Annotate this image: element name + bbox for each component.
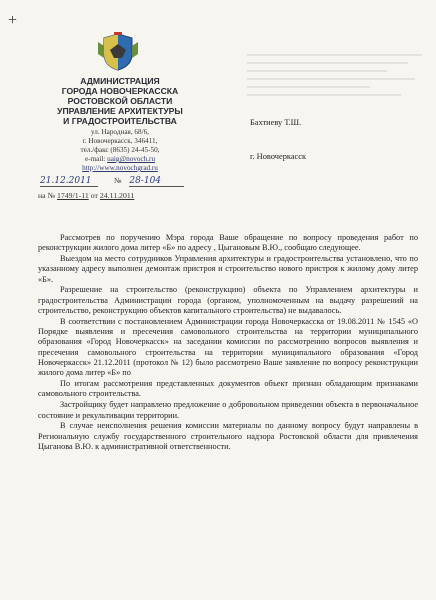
paragraph: По итогам рассмотрения представленных документов объект признан обладающим признаками самовольного строительства.	[38, 379, 418, 399]
address-website[interactable]: http://www.novochgrad.ru	[82, 164, 158, 172]
paragraph: Застройщику будет направлено предложение о добровольном приведении объекта в первоначальное состояние и рекультивации территории.	[38, 400, 418, 420]
paragraph: Рассмотрев по поручению Мэра города Ваше обращение по вопросу проведения работ по реконструкции жилого дома литер «Б» по адресу , Цыгановым В.Ю., сообщаю следующее.	[38, 233, 418, 253]
number-sign: №	[113, 176, 122, 185]
address-line: тел./факс (8635) 24-45-50,	[80, 146, 160, 154]
issuer-address	[40, 128, 200, 173]
issuer-line: РОСТОВСКОЙ ОБЛАСТИ	[67, 96, 173, 106]
incoming-reference: на № 1749/1-11 от 24.11.2011	[38, 191, 135, 200]
address-email[interactable]: e-mail: uaig@novoch.ru	[84, 155, 156, 163]
issuer-line: УПРАВЛЕНИЕ АРХИТЕКТУРЫ	[57, 106, 183, 116]
issuer-line: И ГРАДОСТРОИТЕЛЬСТВА	[63, 116, 177, 126]
handwritten-number: 28-104	[129, 176, 184, 187]
paragraph: Разрешение на строительство (реконструкцию) объекта по Управлением архитектуры и градостроительства Администрации города (органом, уполномоченным на выдачу разрешений на строительство, реконструкцию объектов капитального строительства) не выдавалось.	[38, 285, 418, 316]
address-line: г. Новочеркасск, 346411,	[82, 137, 158, 145]
paragraph: В соответствии с постановлением Администрации города Новочеркасска от 19.08.2011 № 1545 «О Порядке выявления и пресечения самовольного строительства на территории муниципального образования «Город Новочеркасск» на заседании комиссии по рассмотрению вопросов выявления и пресечения самовольного строительства на территории муниципального образования «Город Новочеркасск» 21.12.2011 (протокол № 12) было рассмотрено Ваше заявление по вопросу реконструкции жилого дома литер «Б» по	[38, 316, 418, 378]
recipient-name: Бахтиеву Т.Ш.	[250, 118, 302, 127]
issuer-line: ГОРОДА НОВОЧЕРКАССКА	[61, 86, 179, 96]
letter-body	[38, 233, 418, 452]
issuer-header	[40, 76, 200, 126]
paragraph: Выездом на место сотрудников Управления архитектуры и градостроительства установлено, что по указанному адресу выполнен демонтаж пристроя и строительство нового пристроя к жилому дому литер «Б».	[38, 254, 418, 284]
outgoing-registration	[40, 176, 240, 187]
issuer-line: АДМИНИСТРАЦИЯ	[80, 76, 160, 86]
address-line: ул. Народная, 68/6,	[91, 128, 149, 136]
bleed-through-text	[247, 48, 422, 102]
paragraph: В случае неисполнения решения комиссии материалы по данному вопросу будут направлены в Региональную службу государственного строительного надзора Ростовской области для привлечения Цыганова В.Ю. к административной ответственности.	[38, 421, 418, 451]
recipient-city: г. Новочеркасск	[250, 152, 307, 161]
coat-of-arms-icon	[96, 32, 140, 72]
handwritten-date: 21.12.2011	[40, 176, 98, 187]
margin-mark: +	[8, 12, 18, 29]
